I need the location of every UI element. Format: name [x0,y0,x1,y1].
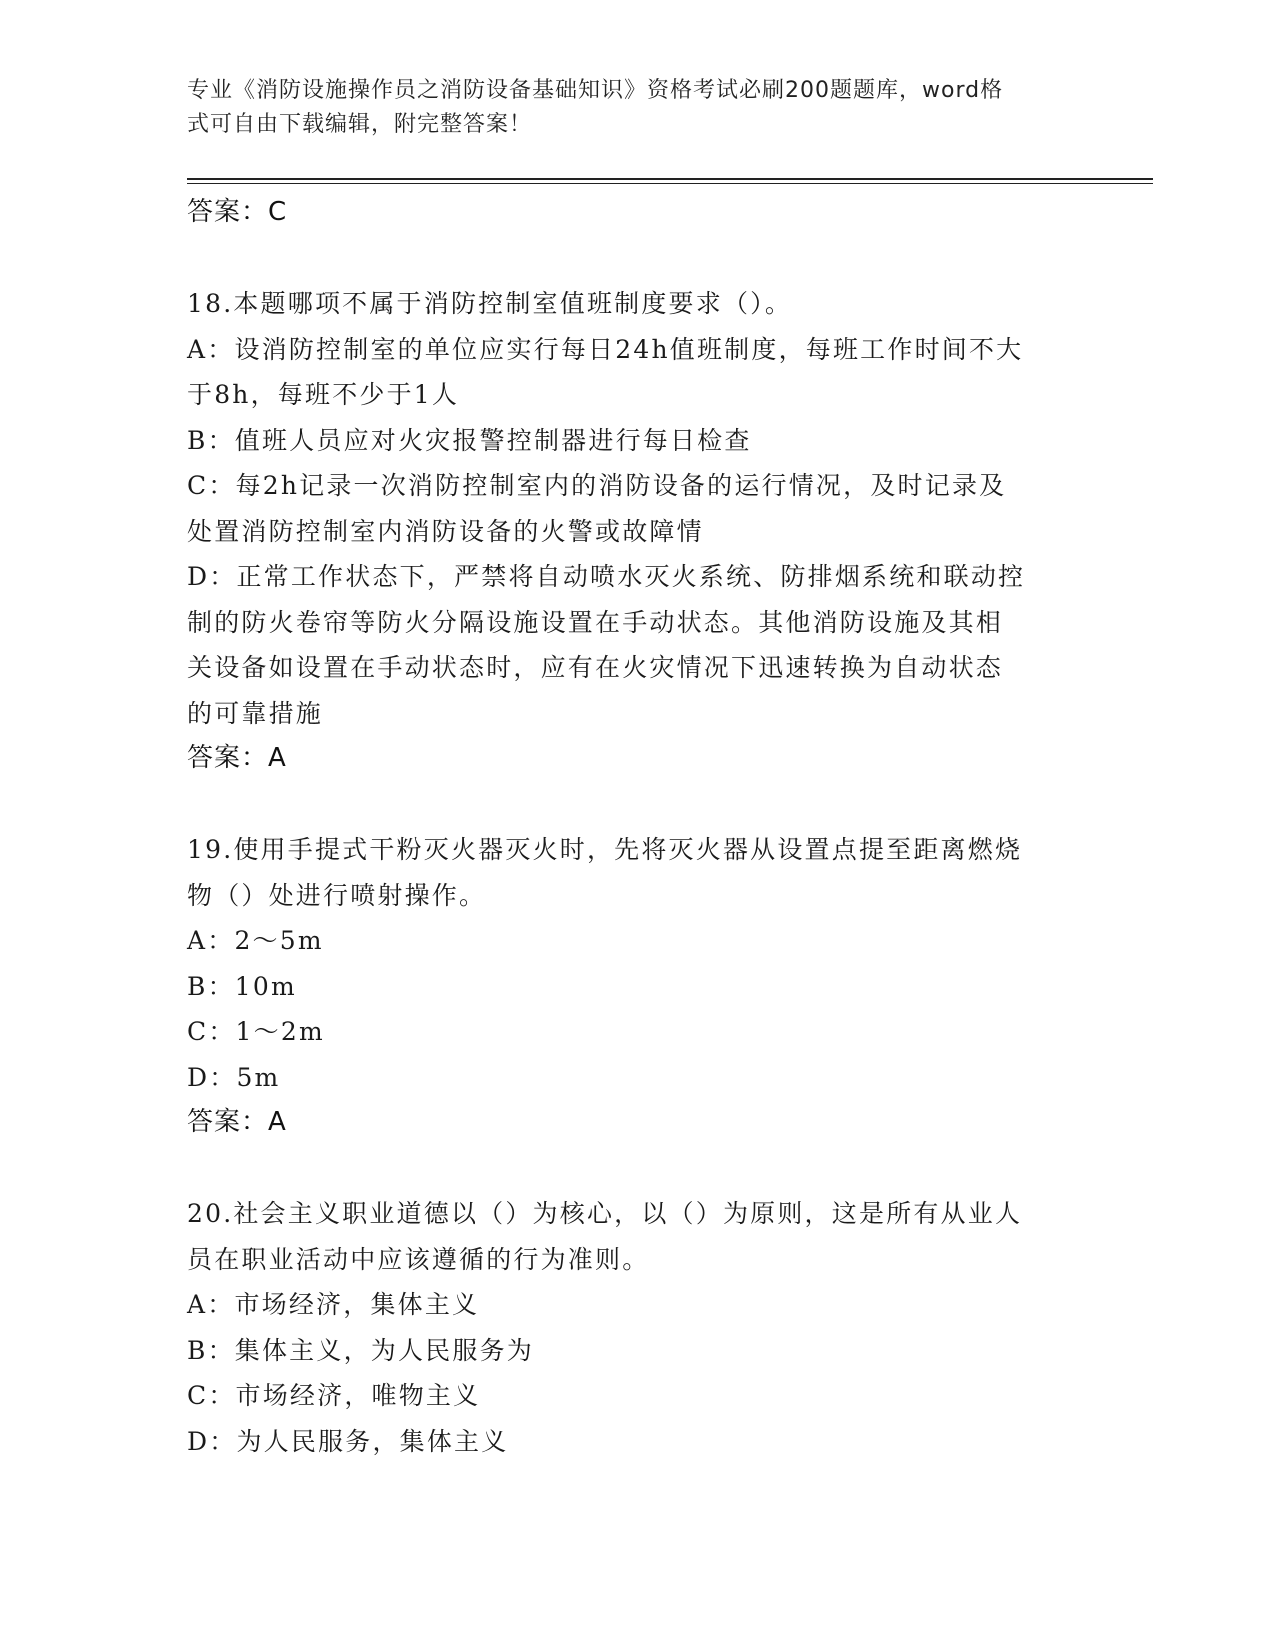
option-line: 于8h，每班不少于1人 [187,380,460,409]
option-line: A：设消防控制室的单位应实行每日24h值班制度，每班工作时间不大 [187,334,1024,364]
option-line: D：正常工作状态下，严禁将自动喷水灭火系统、防排烟系统和联动控 [187,562,1026,591]
document-header [187,74,1067,142]
question-spacer [187,236,1087,282]
option-line: D：5m [187,1062,281,1092]
option-line: B：集体主义，为人民服务为 [187,1335,534,1365]
header-divider-thin [187,183,1153,184]
header-title-line-2: 式可自由下载编辑，附完整答案！ [187,112,533,137]
question-spacer [187,1146,1087,1192]
question-stem-line: 员在职业活动中应该遵循的行为准则。 [187,1244,650,1274]
header-divider-thick [187,178,1153,180]
option-line: C：市场经济，唯物主义 [187,1381,481,1410]
question-block [187,827,1087,1146]
question-list [187,236,1087,1465]
option-line: C：每2h记录一次消防控制室内的消防设备的运行情况，及时记录及 [187,471,1007,500]
question-stem-line: 物（）处进行喷射操作。 [187,880,487,910]
option-line: B：值班人员应对火灾报警控制器进行每日检查 [187,425,752,455]
previous-answer: 答案：C [187,197,288,227]
option-line: A：2～5m [187,926,324,955]
question-block [187,1191,1087,1464]
header-title-line-1: 专业《消防设施操作员之消防设备基础知识》资格考试必刷200题题库，word格 [187,78,1004,103]
question-stem-line: 19.使用手提式干粉灭火器灭火时，先将灭火器从设置点提至距离燃烧 [187,835,1023,864]
answer-line: 答案：A [187,743,287,773]
option-line: 的可靠措施 [187,698,324,728]
option-line: 制的防火卷帘等防火分隔设施设置在手动状态。其他消防设施及其相 [187,607,1004,637]
question-stem-line: 18.本题哪项不属于消防控制室值班制度要求（）。 [187,289,793,318]
option-line: D：为人民服务，集体主义 [187,1426,509,1456]
question-spacer [187,782,1087,828]
option-line: 处置消防控制室内消防设备的火警或故障情 [187,516,704,546]
option-line: 关设备如设置在手动状态时，应有在火灾情况下迅速转换为自动状态 [187,653,1004,682]
question-block [187,281,1087,782]
question-stem-line: 20.社会主义职业道德以（）为核心，以（）为原则，这是所有从业人 [187,1199,1023,1228]
answer-line: 答案：A [187,1107,287,1137]
question-content [187,190,1087,1464]
option-line: B：10m [187,971,297,1001]
option-line: A：市场经济，集体主义 [187,1290,480,1319]
option-line: C：1～2m [187,1017,325,1046]
